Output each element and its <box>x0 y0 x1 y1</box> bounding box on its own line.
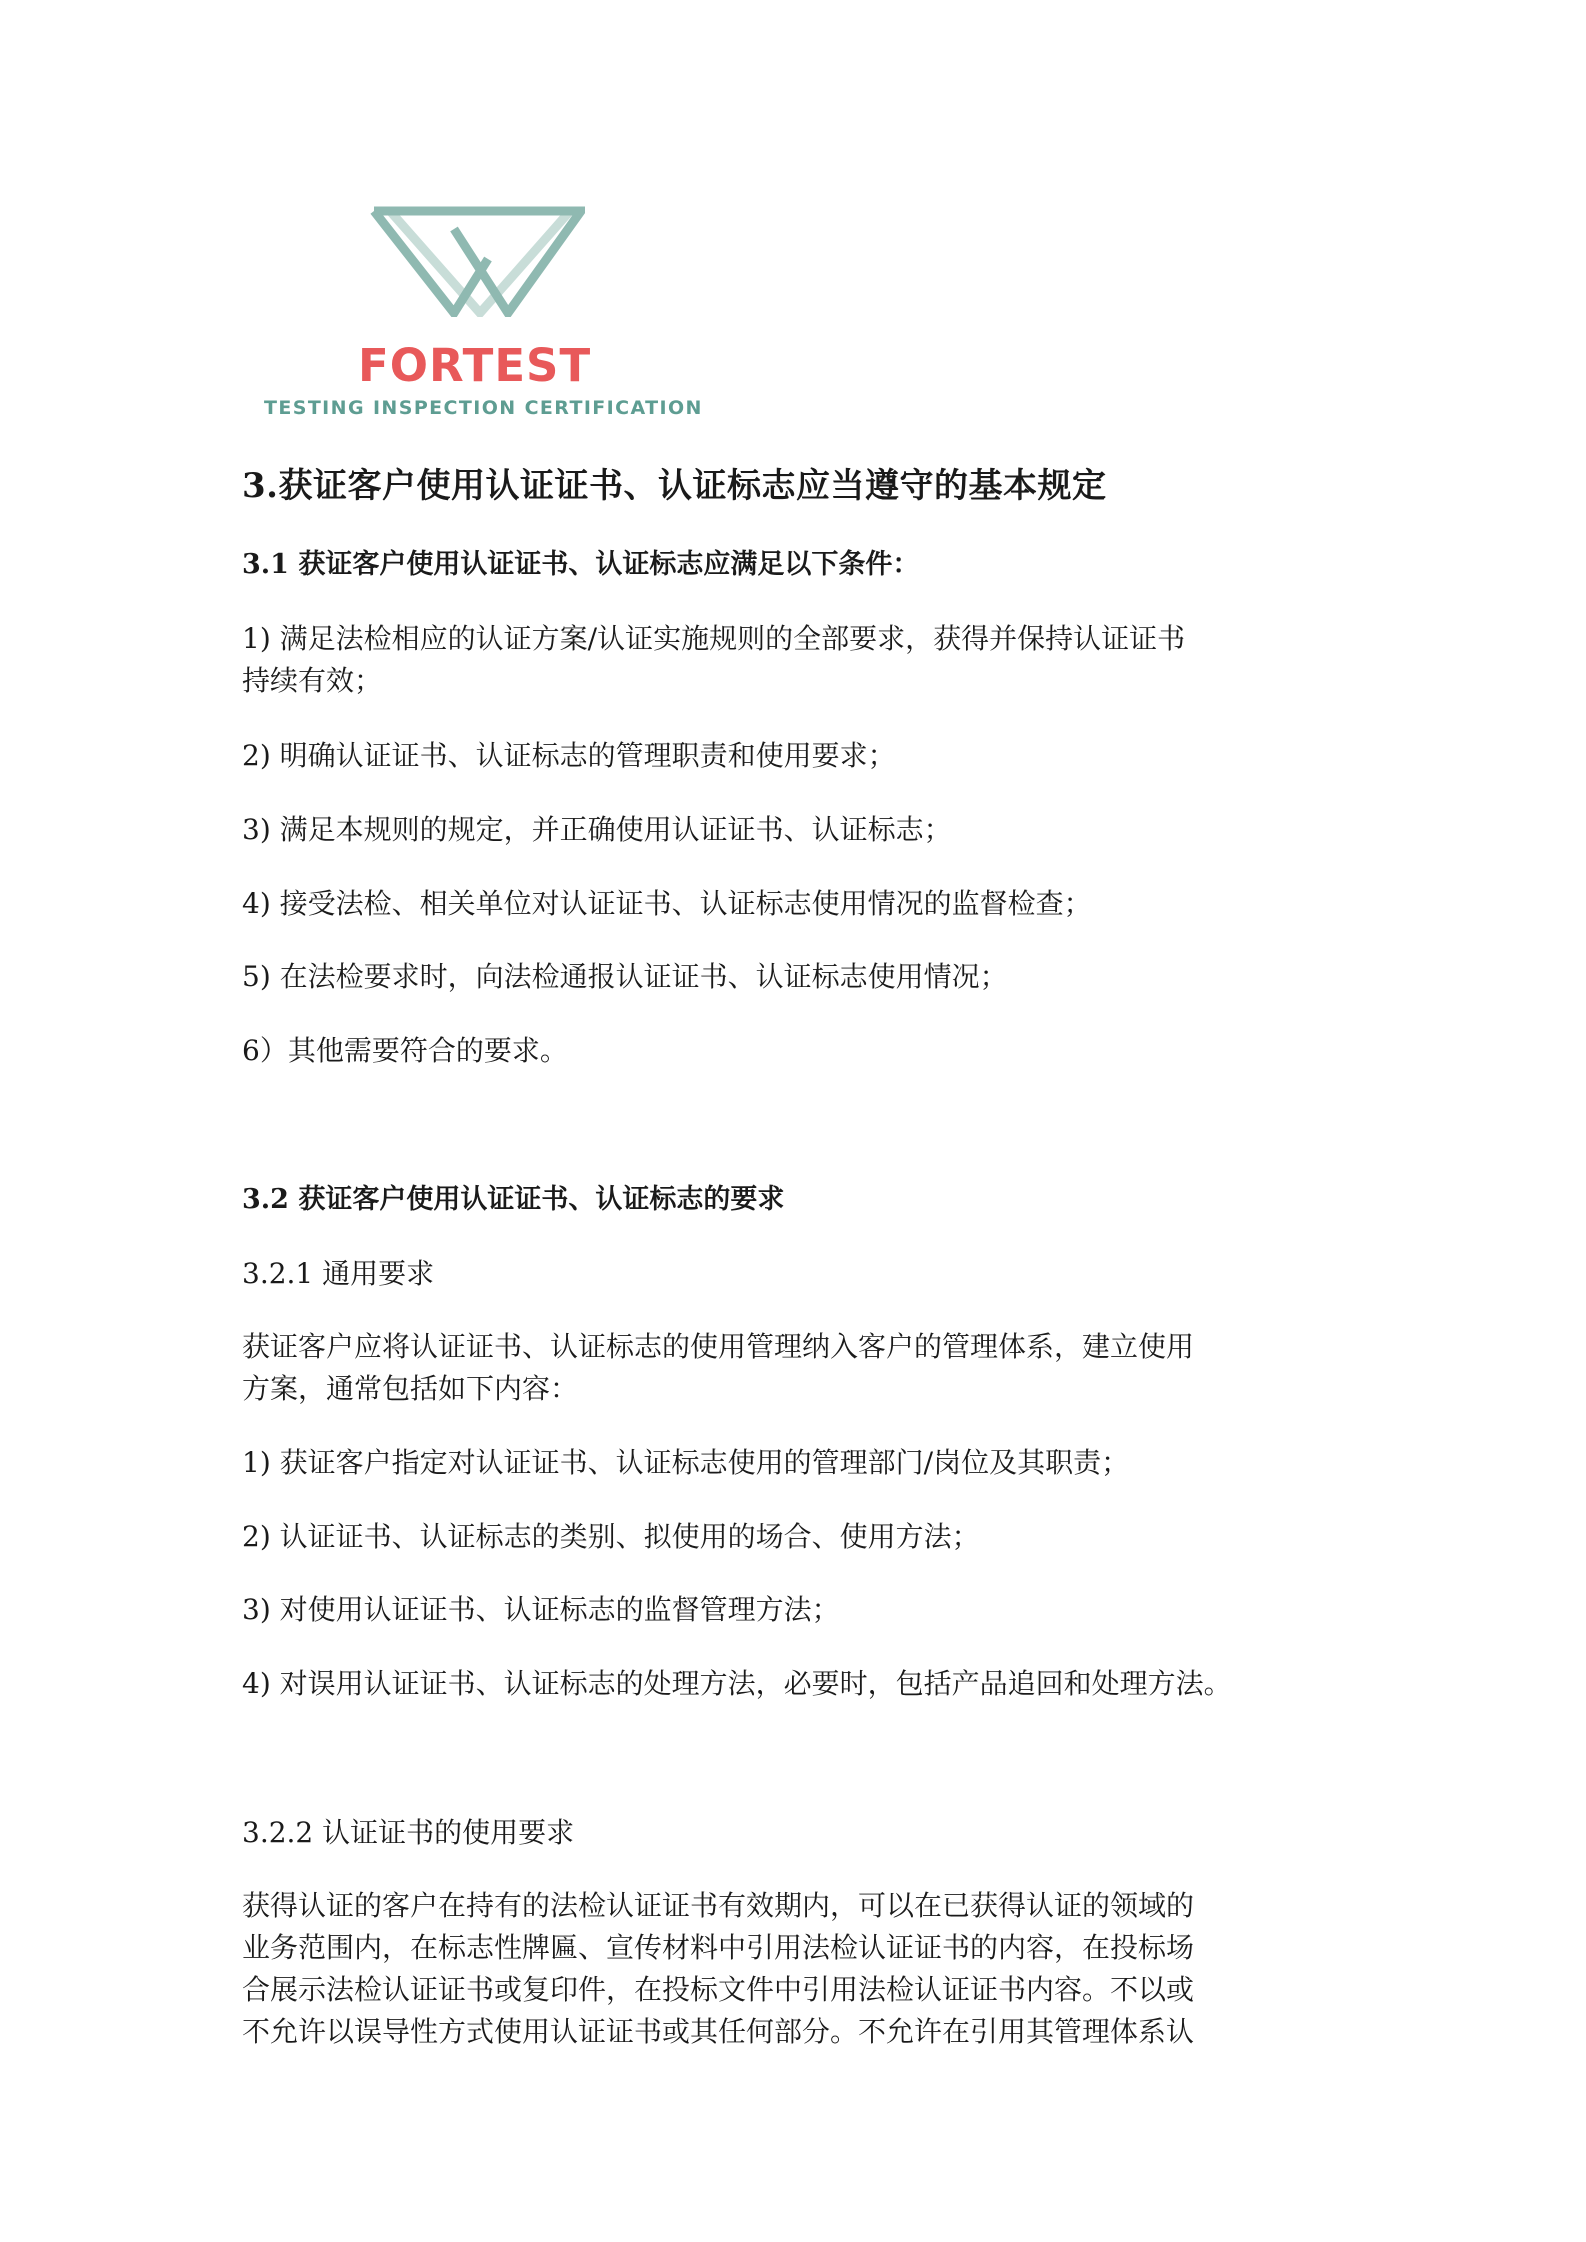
list-item: 6）其他需要符合的要求。 <box>242 1034 568 1067</box>
logo-tagline: TESTING INSPECTION CERTIFICATION <box>264 397 703 419</box>
section-3-2-title: 3.2 获证客户使用认证证书、认证标志的要求 <box>242 1184 785 1215</box>
list-item: 1) 满足法检相应的认证方案/认证实施规则的全部要求，获得并保持认证证书 <box>242 622 1186 655</box>
paragraph-line: 获得认证的客户在持有的法检认证证书有效期内，可以在已获得认证的领域的 <box>242 1889 1195 1922</box>
paragraph-line: 业务范围内，在标志性牌匾、宣传材料中引用法检认证证书的内容，在投标场 <box>242 1931 1195 1964</box>
list-item: 5) 在法检要求时，向法检通报认证证书、认证标志使用情况； <box>242 960 1008 993</box>
subsection-3-2-2-title: 3.2.2 认证证书的使用要求 <box>242 1816 575 1849</box>
list-item: 2) 明确认证证书、认证标志的管理职责和使用要求； <box>242 739 896 772</box>
section-3-1-title: 3.1 获证客户使用认证证书、认证标志应满足以下条件： <box>242 549 920 580</box>
paragraph-line: 方案，通常包括如下内容： <box>242 1372 579 1405</box>
list-item: 2) 认证证书、认证标志的类别、拟使用的场合、使用方法； <box>242 1520 980 1553</box>
paragraph-line: 不允许以误导性方式使用认证证书或其任何部分。不允许在引用其管理体系认 <box>242 2015 1195 2048</box>
list-item: 4) 接受法检、相关单位对认证证书、认证标志使用情况的监督检查； <box>242 887 1092 920</box>
list-item: 4) 对误用认证证书、认证标志的处理方法，必要时，包括产品追回和处理方法。 <box>242 1667 1232 1700</box>
list-item: 1) 获证客户指定对认证证书、认证标志使用的管理部门/岗位及其职责； <box>242 1446 1130 1479</box>
list-item: 3) 满足本规则的规定，并正确使用认证证书、认证标志； <box>242 813 952 846</box>
logo-brand-text: FORTEST <box>358 339 592 392</box>
paragraph-line: 合展示法检认证证书或复印件，在投标文件中引用法检认证证书内容。不以或 <box>242 1973 1195 2006</box>
list-item-continuation: 持续有效； <box>242 664 383 697</box>
paragraph-line: 获证客户应将认证证书、认证标志的使用管理纳入客户的管理体系，建立使用 <box>242 1330 1195 1363</box>
section-heading: 3.获证客户使用认证证书、认证标志应当遵守的基本规定 <box>242 466 1107 506</box>
list-item: 3) 对使用认证证书、认证标志的监督管理方法； <box>242 1593 840 1626</box>
fortest-w-mark-icon <box>370 205 585 317</box>
subsection-3-2-1-title: 3.2.1 通用要求 <box>242 1257 435 1290</box>
fortest-logo <box>262 205 702 430</box>
